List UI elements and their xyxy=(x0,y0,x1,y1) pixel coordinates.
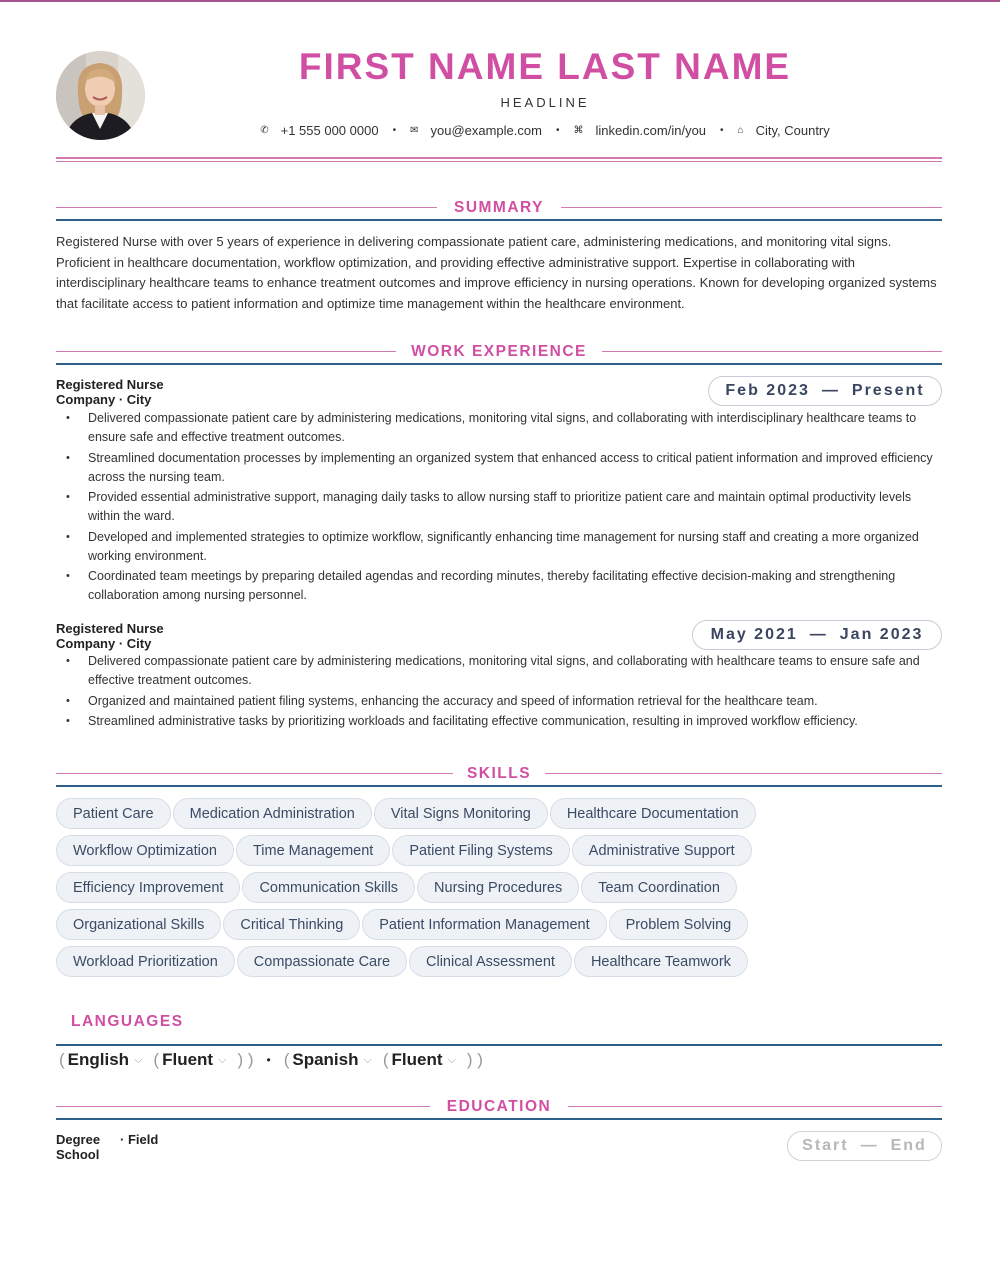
list-item: • Coordinated team meetings by preparing detailed agendas and recording minutes, thereby facilitating effective decision-making and strengthening collaboration among nursing personnel. xyxy=(56,567,942,605)
skill-chip: Workflow Optimization xyxy=(56,835,234,866)
date-end: End xyxy=(890,1137,927,1154)
list-item: • Streamlined documentation processes by implementing an organized system that enhanced access to critical patient information and improved efficiency across the nursing team. xyxy=(56,449,942,487)
skill-row xyxy=(56,946,942,979)
section-underline xyxy=(56,1118,942,1120)
date-start: Feb 2023 xyxy=(725,382,810,399)
job-company: Company · City xyxy=(56,636,152,651)
location-text: City, Country xyxy=(755,123,830,138)
skill-chip: Clinical Assessment xyxy=(409,946,572,977)
chevron-down-icon[interactable]: ⌵ xyxy=(363,1053,372,1066)
skill-chip: Workload Prioritization xyxy=(56,946,235,977)
skill-chip: Communication Skills xyxy=(242,872,415,903)
skill-chip: Patient Filing Systems xyxy=(392,835,569,866)
date-dash: — xyxy=(860,1137,879,1154)
bracket: ( xyxy=(283,1050,290,1069)
list-item: • Provided essential administrative support, managing daily tasks to allow nursing staff to prioritize patient care and maintain optimal productivity levels within the ward. xyxy=(56,488,942,526)
skill-chip: Efficiency Improvement xyxy=(56,872,240,903)
contact-email[interactable] xyxy=(410,123,542,138)
job-title: Registered Nurse xyxy=(56,621,164,636)
skill-chip: Team Coordination xyxy=(581,872,737,903)
bracket: ) ) xyxy=(237,1050,254,1069)
chevron-down-icon[interactable]: ⌵ xyxy=(134,1053,143,1066)
linkedin-text: linkedin.com/in/you xyxy=(595,123,707,138)
date-end: Jan 2023 xyxy=(839,626,924,643)
skill-row xyxy=(56,909,942,942)
languages-heading: LANGUAGES xyxy=(71,1013,184,1030)
contact-phone[interactable] xyxy=(260,123,378,138)
languages-list xyxy=(56,1050,486,1070)
summary-text: Registered Nurse with over 5 years of experience in delivering compassionate patient care, administering medications, and monitoring vital signs. Proficient in healthcare documentation, workflow optimization, and providing effective administrative support. Expertise in collaborating with interdisciplinary healthcare teams to enhance treatment outcomes and improve efficiency in nursing operations. Known for developing organized systems that facilitate access to patient information and optimize time management within the healthcare environment. xyxy=(56,234,937,311)
list-item: • Streamlined administrative tasks by prioritizing workloads and facilitating effective communication, resulting in improved workflow efficiency. xyxy=(56,712,942,731)
skills-heading xyxy=(56,761,942,787)
bracket: ( xyxy=(59,1050,65,1069)
field-of-study: · Field xyxy=(120,1132,159,1147)
language-level[interactable]: Fluent xyxy=(162,1050,214,1069)
header-divider xyxy=(56,157,942,159)
bracket: ( xyxy=(382,1050,389,1069)
home-icon: ⌂ xyxy=(737,125,744,136)
job-bullets xyxy=(56,652,942,733)
skill-chip: Healthcare Documentation xyxy=(550,798,756,829)
skill-chip: Problem Solving xyxy=(609,909,749,940)
contact-linkedin[interactable] xyxy=(573,123,706,138)
date-start: Start xyxy=(802,1137,849,1154)
skill-chip: Vital Signs Monitoring xyxy=(374,798,548,829)
section-title: SUMMARY xyxy=(453,199,544,216)
skill-row xyxy=(56,872,942,905)
contact-location xyxy=(738,123,830,138)
language-name[interactable]: English xyxy=(67,1050,130,1069)
bracket: ( xyxy=(153,1050,160,1069)
section-underline xyxy=(56,219,942,221)
skill-row xyxy=(56,798,942,831)
language-name[interactable]: Spanish xyxy=(292,1050,359,1069)
chevron-down-icon[interactable]: ⌵ xyxy=(218,1053,227,1066)
link-icon: ⌘ xyxy=(573,125,584,136)
phone-icon: ✆ xyxy=(260,125,269,136)
skill-chip: Organizational Skills xyxy=(56,909,221,940)
job-title: Registered Nurse xyxy=(56,377,164,392)
school: School xyxy=(56,1147,100,1162)
skill-chip: Patient Information Management xyxy=(362,909,606,940)
education-date-range xyxy=(787,1131,942,1161)
chevron-down-icon[interactable]: ⌵ xyxy=(447,1053,456,1066)
section-title: EDUCATION xyxy=(446,1098,552,1115)
full-name: FIRST NAME LAST NAME xyxy=(298,46,792,87)
date-end: Present xyxy=(851,382,925,399)
section-underline xyxy=(56,785,942,787)
contact-separator: • xyxy=(720,125,724,136)
skill-chip: Administrative Support xyxy=(572,835,752,866)
headline: HEADLINE xyxy=(500,95,590,110)
list-item: • Organized and maintained patient filing systems, enhancing the accuracy and speed of information retrieval for the healthcare team. xyxy=(56,692,942,711)
list-item: • Delivered compassionate patient care by administering medications, monitoring vital signs, and collaborating with interdisciplinary healthcare teams to ensure safe and effective treatment outcomes. xyxy=(56,409,942,447)
degree: Degree xyxy=(56,1132,101,1147)
job-bullets xyxy=(56,409,942,607)
skill-row xyxy=(56,835,942,868)
phone-text: +1 555 000 0000 xyxy=(280,123,379,138)
bracket: ) ) xyxy=(466,1050,483,1069)
contact-separator: • xyxy=(555,125,560,136)
skill-chip: Compassionate Care xyxy=(237,946,407,977)
contact-bar xyxy=(150,123,940,138)
date-dash: — xyxy=(821,382,840,399)
email-text: you@example.com xyxy=(430,123,542,138)
skill-chip: Patient Care xyxy=(56,798,171,829)
avatar xyxy=(56,51,145,140)
list-item: • Developed and implemented strategies to optimize workflow, significantly enhancing time management for nursing staff and creating a more organized working environment. xyxy=(56,528,942,566)
contact-separator: • xyxy=(392,125,397,136)
date-range xyxy=(692,620,942,650)
education-heading xyxy=(56,1094,942,1120)
date-dash: — xyxy=(809,626,828,643)
skill-chip: Time Management xyxy=(236,835,390,866)
summary-heading xyxy=(56,195,942,221)
header-divider xyxy=(56,161,942,162)
skill-chip: Nursing Procedures xyxy=(417,872,579,903)
top-accent-rule xyxy=(0,0,1000,2)
skill-chip: Healthcare Teamwork xyxy=(574,946,748,977)
date-start: May 2021 xyxy=(710,626,798,643)
date-range xyxy=(708,376,942,406)
skill-chip: Medication Administration xyxy=(173,798,372,829)
list-item: • Delivered compassionate patient care by administering medications, monitoring vital signs, and collaborating with healthcare teams to ensure safe and effective treatment outcomes. xyxy=(56,652,942,690)
section-title: SKILLS xyxy=(466,765,532,782)
email-icon: ✉ xyxy=(410,125,419,136)
language-separator: • xyxy=(266,1053,271,1067)
section-underline xyxy=(56,1044,942,1046)
skill-chip: Critical Thinking xyxy=(223,909,360,940)
profile-photo xyxy=(56,51,145,140)
section-underline xyxy=(56,363,942,365)
skills-list xyxy=(56,798,942,983)
language-level[interactable]: Fluent xyxy=(391,1050,443,1069)
education-entry xyxy=(56,1132,159,1162)
section-title: WORK EXPERIENCE xyxy=(411,343,587,360)
experience-heading xyxy=(56,339,942,365)
job-company: Company · City xyxy=(56,392,152,407)
